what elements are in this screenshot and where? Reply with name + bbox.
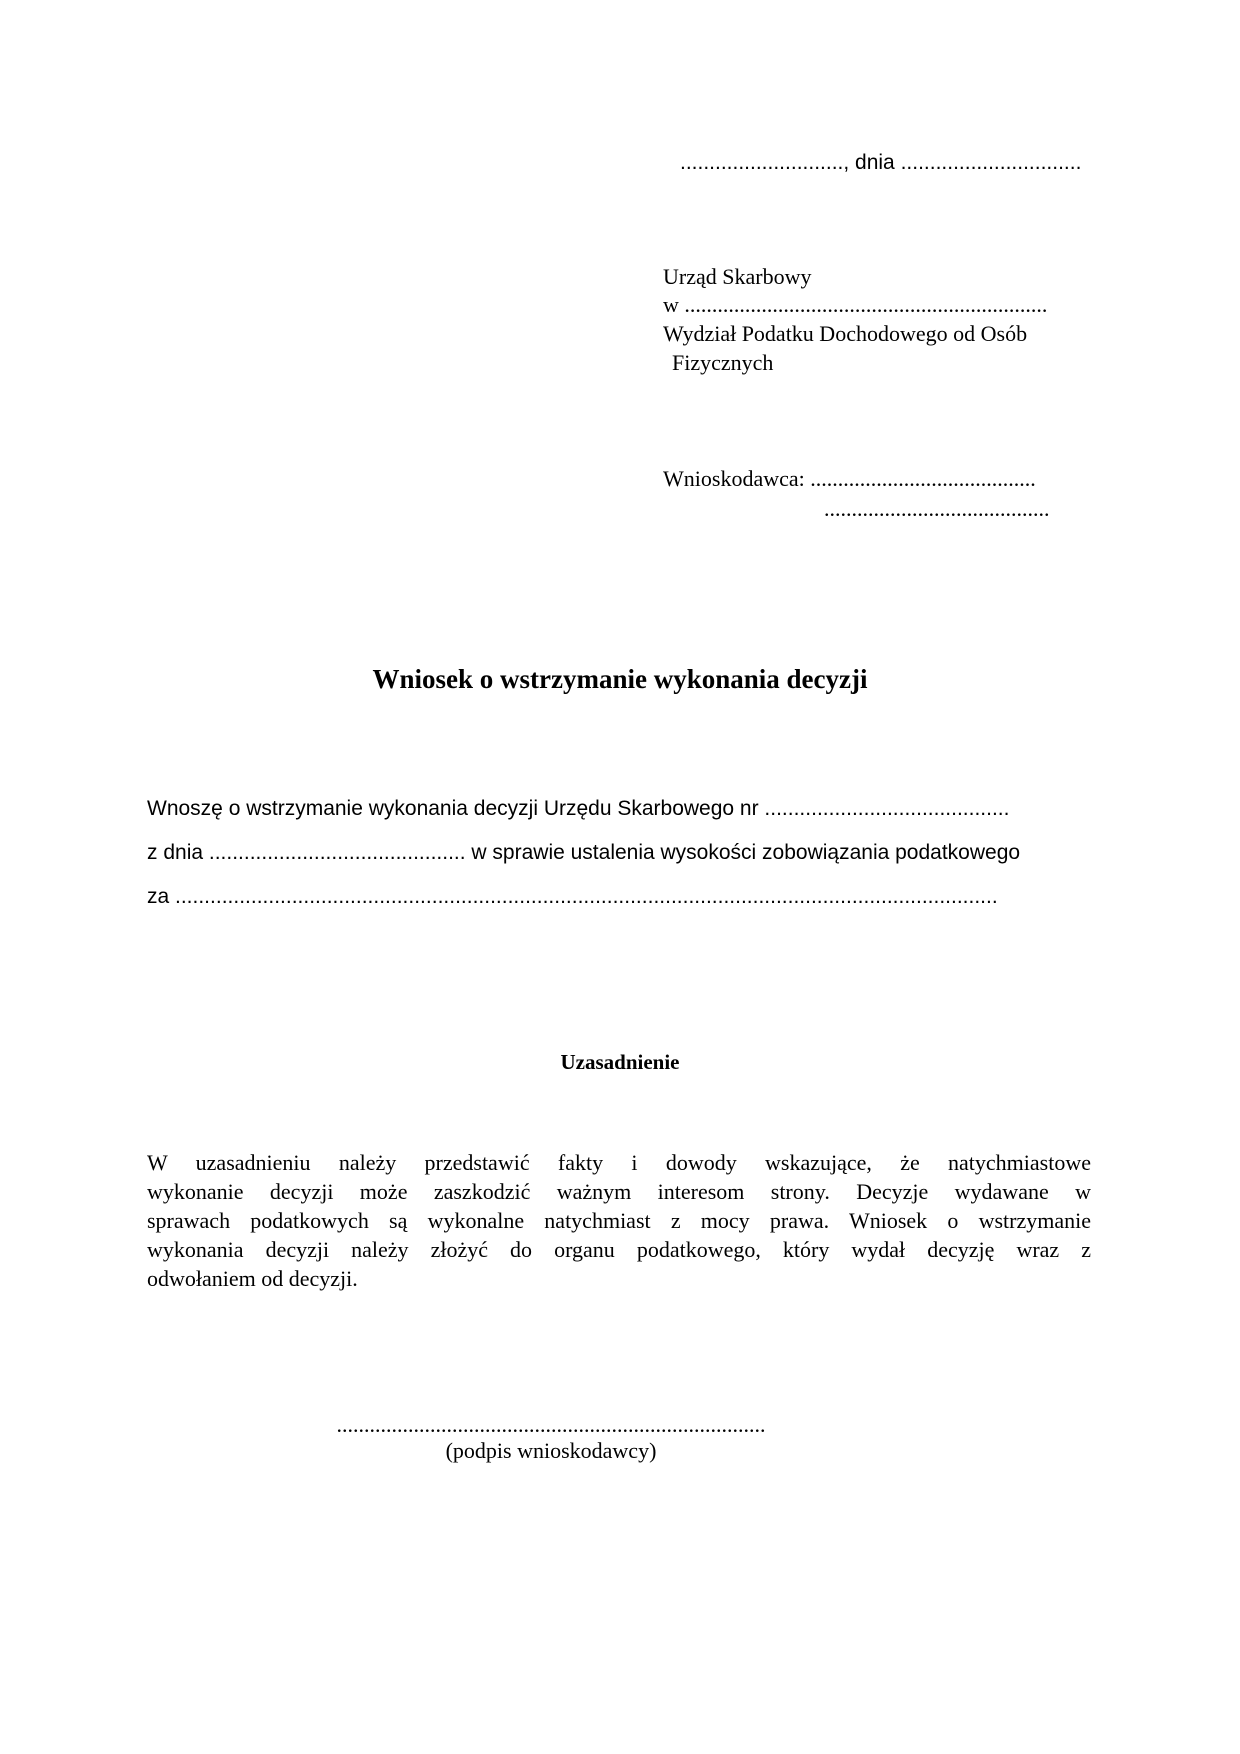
- applicant-label-line: Wnioskodawca: .........................................: [663, 466, 1036, 491]
- recipient-department-line1: Wydział Podatku Dochodowego od Osób: [663, 321, 1028, 346]
- justification-heading: Uzasadnienie: [560, 1050, 680, 1074]
- document-title: Wniosek o wstrzymanie wykonania decyzji: [372, 664, 868, 694]
- signature-line: ..............................................................................: [336, 1412, 766, 1437]
- signature-caption: (podpis wnioskodawcy): [445, 1438, 657, 1463]
- recipient-department-line2: Fizycznych: [672, 350, 774, 375]
- recipient-office-location: w ..................................................................: [663, 292, 1048, 317]
- justification-line-5: odwołaniem od decyzji.: [147, 1266, 358, 1291]
- justification-paragraph: [147, 1148, 1091, 1293]
- request-line-2: z dnia ............................................ w sprawie ustalenia wysokości zobowiązania podatkowego: [147, 841, 1021, 864]
- justification-line-4: wykonania decyzji należy złożyć do organu podatkowego, który wydał decyzję wraz z: [147, 1237, 1091, 1262]
- recipient-office: Urząd Skarbowy: [663, 264, 812, 289]
- justification-line-1: W uzasadnieniu należy przedstawić fakty i dowody wskazujące, że natychmiastowe: [147, 1150, 1091, 1175]
- justification-line-3: sprawach podatkowych są wykonalne natychmiast z mocy prawa. Wniosek o wstrzymanie: [147, 1208, 1091, 1233]
- justification-line-2: wykonanie decyzji może zaszkodzić ważnym interesom strony. Decyzje wydawane w: [147, 1179, 1091, 1204]
- place-date-line: ............................, dnia ...............................: [680, 151, 1082, 174]
- applicant-second-line: .........................................: [824, 496, 1050, 521]
- request-line-3: za .............................................................................................................................................: [147, 885, 998, 908]
- request-line-1: Wnoszę o wstrzymanie wykonania decyzji Urzędu Skarbowego nr ..........................................: [147, 797, 1010, 820]
